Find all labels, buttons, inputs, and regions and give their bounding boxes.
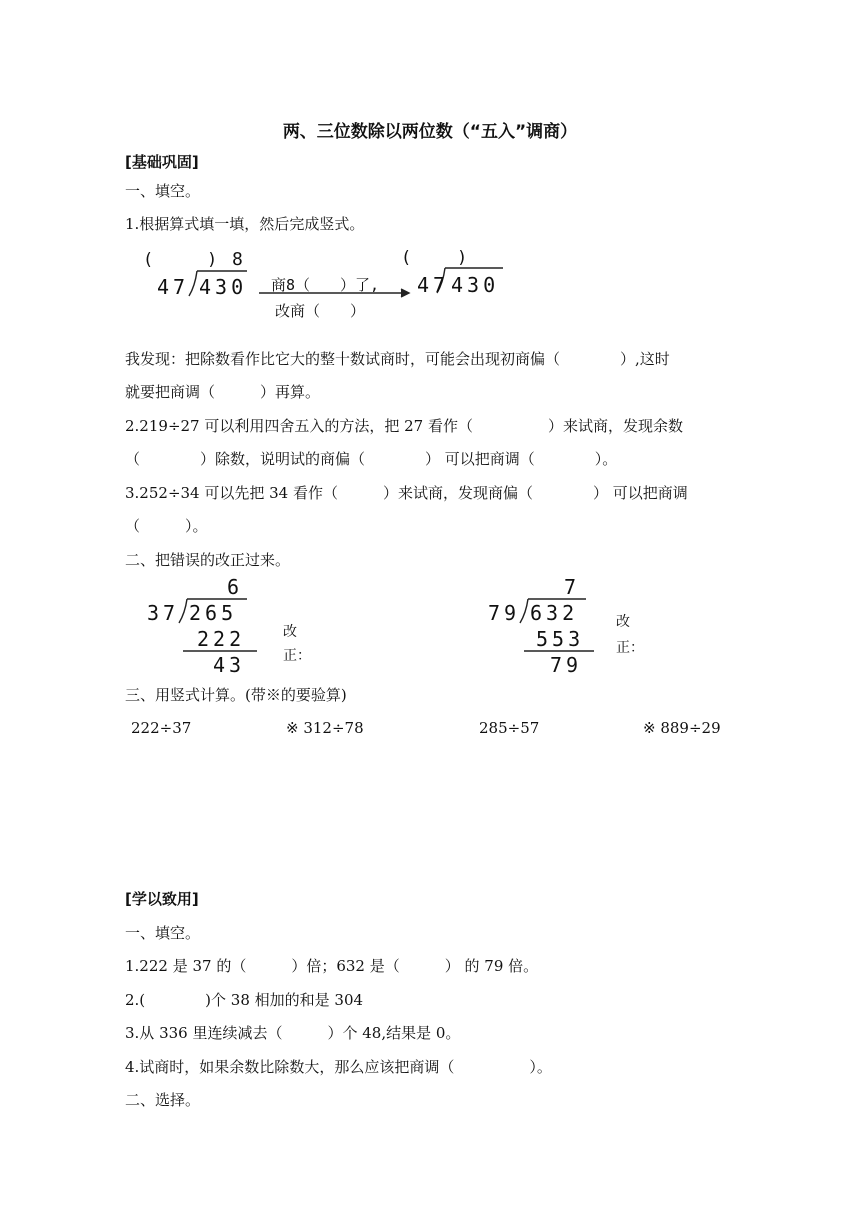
section2-part2-heading: 二、选择。 xyxy=(125,1091,201,1109)
discover-line-2: 就要把商调（ ）再算。 xyxy=(125,383,321,401)
section-heading-apply: [学以致用] xyxy=(125,890,199,908)
division-diagram xyxy=(135,248,515,328)
section2-question-4: 4.试商时，如果余数比除数大，那么应该把商调（ ）。 xyxy=(125,1058,552,1076)
section-heading-basic: [基础巩固] xyxy=(125,153,199,171)
error2-correct-label-1: 改 xyxy=(616,614,630,630)
section2-question-2: 2.( )个 38 相加的和是 304 xyxy=(125,991,364,1009)
calc-item-3: 285÷57 xyxy=(479,719,540,737)
error1-correct-label-2: 正： xyxy=(283,648,311,664)
calc-item-1: 222÷37 xyxy=(131,719,192,737)
error1-correct-label-1: 改 xyxy=(283,624,297,640)
error1-dividend: 265 xyxy=(189,601,238,625)
error1-divisor: 37 xyxy=(147,601,180,625)
dividend-2: 430 xyxy=(451,273,500,297)
discover-line-1: 我发现：把除数看作比它大的整十数试商时，可能会出现初商偏（ ）,这时 xyxy=(125,350,670,368)
question-3-line-1: 3.252÷34 可以先把 34 看作（ ）来试商，发现商偏（ ） 可以把商调 xyxy=(125,484,688,502)
error2-dividend: 632 xyxy=(530,601,579,625)
section2-part1-heading: 一、填空。 xyxy=(125,924,201,942)
quotient-left-paren: ( xyxy=(143,250,154,270)
divisor: 47 xyxy=(157,275,190,299)
question-2-line-1: 2.219÷27 可以利用四舍五入的方法，把 27 看作（ ）来试商，发现余数 xyxy=(125,417,683,435)
part2-heading: 二、把错误的改正过来。 xyxy=(125,551,291,569)
part1-heading: 一、填空。 xyxy=(125,182,201,200)
question-2-line-2: （ ）除数，说明试的商偏（ ） 可以把商调（ ）。 xyxy=(125,450,618,468)
calc-item-4: ※ 889÷29 xyxy=(643,719,721,737)
error1-product: 222 xyxy=(197,627,246,651)
error2-lines xyxy=(486,575,656,680)
question-3-line-2: （ ）。 xyxy=(125,517,208,535)
error-division-2 xyxy=(486,575,656,680)
error2-quotient: 7 xyxy=(564,575,581,599)
calc-item-2: ※ 312÷78 xyxy=(286,719,364,737)
question-1: 1.根据算式填一填，然后完成竖式。 xyxy=(125,215,365,233)
error1-quotient: 6 xyxy=(227,575,244,599)
section2-question-3: 3.从 336 里连续减去（ ）个 48,结果是 0。 xyxy=(125,1024,461,1042)
error2-divisor: 79 xyxy=(488,601,521,625)
arrow-bottom-text: 改商（ ） xyxy=(275,302,366,320)
error2-product: 553 xyxy=(536,627,585,651)
error2-correct-label-2: 正： xyxy=(616,640,644,656)
quotient2-left-paren: ( xyxy=(401,248,412,268)
quotient2-right-paren: ) xyxy=(457,248,468,268)
part3-heading: 三、用竖式计算。(带※的要验算) xyxy=(125,686,347,704)
quotient-right-paren: ) xyxy=(207,250,218,270)
error2-remainder: 79 xyxy=(550,653,583,677)
dividend: 430 xyxy=(199,275,248,299)
error1-remainder: 43 xyxy=(213,653,246,677)
section2-question-1: 1.222 是 37 的（ ）倍；632 是（ ） 的 79 倍。 xyxy=(125,957,539,975)
error-division-1 xyxy=(145,575,315,680)
page-title: 两、三位数除以两位数（“五入”调商） xyxy=(282,122,578,142)
arrow-top-text: 商8（ ）了, xyxy=(271,276,380,294)
divisor-2: 47 xyxy=(417,273,450,297)
quotient-digit: 8 xyxy=(232,249,243,270)
